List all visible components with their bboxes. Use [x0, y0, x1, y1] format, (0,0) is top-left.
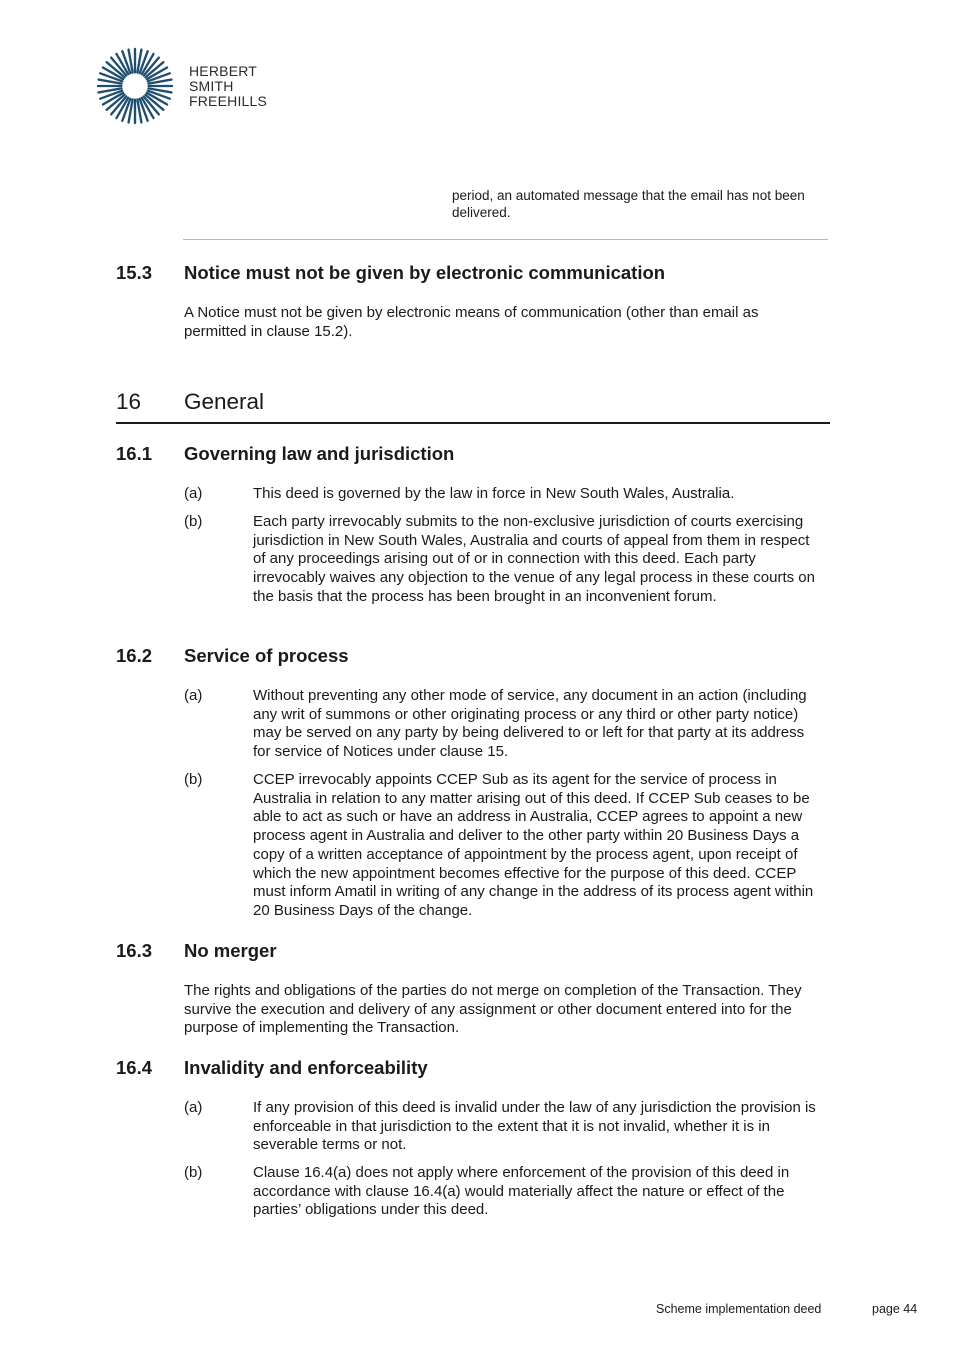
heading-title: General — [184, 389, 265, 414]
footer-document-title: Scheme implementation deed — [656, 1302, 822, 1316]
heading-title: Notice must not be given by electronic communication — [184, 262, 666, 283]
clause-label: (b) — [184, 1164, 203, 1181]
paragraph-15-3: A Notice must not be given by electronic means of communication (other than email as permitted in clause 15.2). — [184, 304, 759, 340]
clause-text: This deed is governed by the law in force in New South Wales, Australia. — [253, 485, 735, 502]
heading-number: 16.1 — [116, 443, 153, 464]
clause-text: Each party irrevocably submits to the non-exclusive jurisdiction of courts exercising jurisdiction in New South Wales, Australia and courts of appeal from them in respect of any proceedings arising out of or in connection with this deed. Each party irrevocably waives any objection to the venue of any legal process in these courts on the basis that the process has been brought in an inconvenient forum. — [253, 513, 815, 605]
clause-label: (a) — [184, 687, 203, 704]
heading-number: 16.4 — [116, 1057, 153, 1078]
logo-line-1: HERBERT — [189, 62, 258, 79]
clause-text: Without preventing any other mode of service, any document in an action (including any writ of summons or other originating process or any third or other party notice) may be served on any party by being delivered to or left for that party at its address for service of Notices under clause 15. — [253, 687, 807, 761]
clause-text: Clause 16.4(a) does not apply where enforcement of the provision of this deed in accordance with clause 16.4(a) would materially affect the nature or effect of the parties’ obligations under this deed. — [253, 1164, 790, 1219]
clause-label: (a) — [184, 485, 203, 502]
section-rule — [116, 422, 830, 424]
heading-number: 15.3 — [116, 262, 153, 283]
clause-label: (b) — [184, 771, 203, 788]
continuation-text: period, an automated message that the email has not been delivered. — [452, 188, 805, 220]
table-bottom-rule — [183, 239, 828, 240]
heading-number: 16.2 — [116, 645, 153, 666]
logo-line-3: FREEHILLS — [189, 92, 268, 109]
heading-title: Invalidity and enforceability — [184, 1057, 428, 1078]
heading-title: Governing law and jurisdiction — [184, 443, 455, 464]
heading-title: Service of process — [184, 645, 349, 666]
logo-line-2: SMITH — [189, 77, 234, 94]
sunburst-logo-icon — [96, 47, 174, 125]
clause-label: (b) — [184, 513, 203, 530]
clause-text: CCEP irrevocably appoints CCEP Sub as its agent for the service of process in Australia in relation to any matter arising out of this deed. If CCEP Sub ceases to be able to act as such or have an address in Australia, CCEP agrees to appoint a new process agent in Australia and deliver to the other party within 20 Business Days a copy of a written acceptance of appointment by the process agent, upon receipt of which the new appointment becomes effective for the purpose of this deed. CCEP must inform Amatil in writing of any change in the address of its process agent within 20 Business Days of the change. — [253, 771, 814, 919]
paragraph-16-3: The rights and obligations of the parties do not merge on completion of the Transaction. They survive the execution and delivery of any assignment or other document entered into for the purpose of implementing the Transaction. — [184, 982, 802, 1037]
clause-label: (a) — [184, 1099, 203, 1116]
logo-wordmark — [189, 64, 267, 109]
heading-number: 16.3 — [116, 940, 153, 961]
heading-number: 16 — [116, 389, 142, 414]
clause-text: If any provision of this deed is invalid under the law of any jurisdiction the provision is enforceable in that jurisdiction to the extent that it is not invalid, whether it is in severable terms or not. — [253, 1099, 816, 1154]
heading-title: No merger — [184, 940, 277, 961]
footer-page-number: page 44 — [872, 1302, 918, 1316]
firm-logo — [96, 47, 267, 125]
